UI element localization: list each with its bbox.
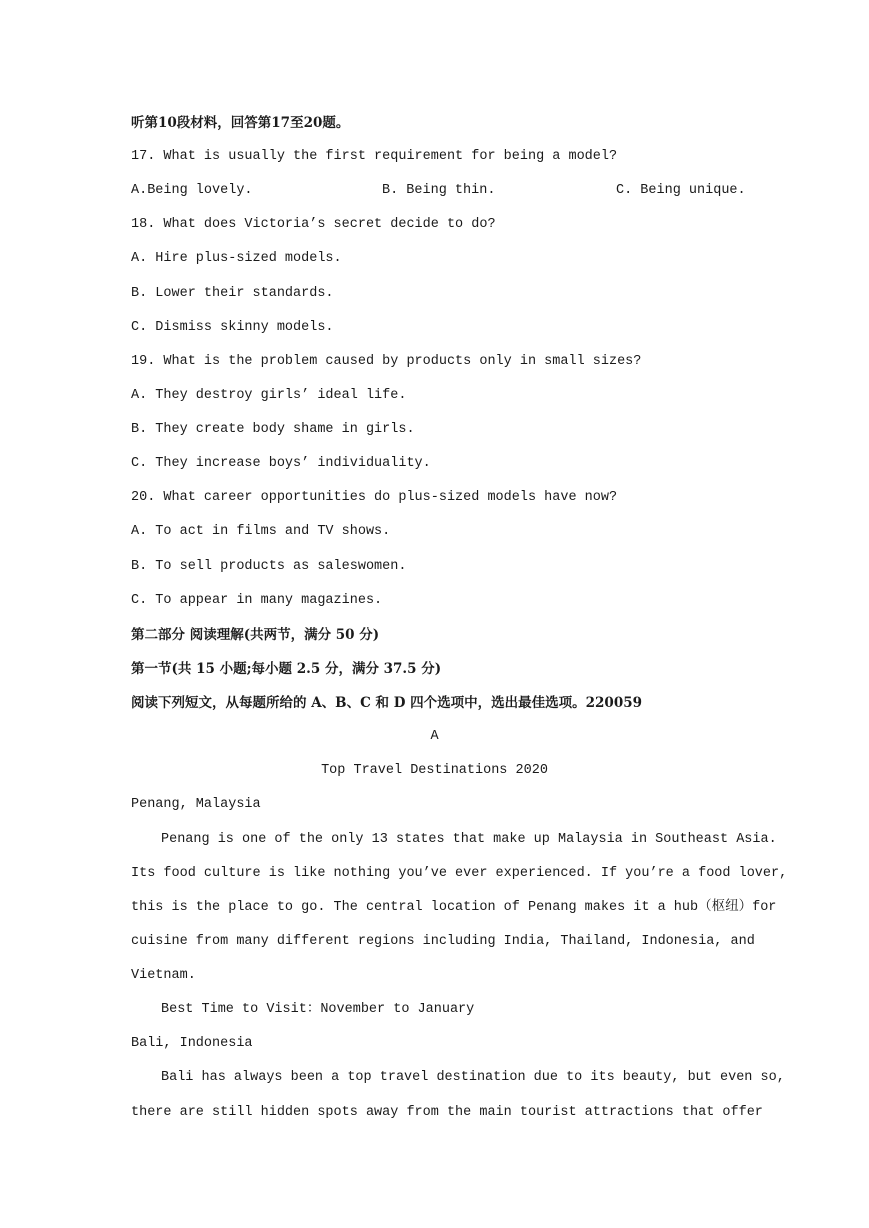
- question-17-option-c: C. Being unique.: [616, 183, 746, 198]
- question-20-option-c: C. To appear in many magazines.: [131, 593, 383, 608]
- question-17-option-a: A.Being lovely.: [131, 183, 253, 198]
- question-18-option-b: B. Lower their standards.: [131, 286, 334, 301]
- part-two-heading: 第二部分 阅读理解(共两节，满分 50 分): [131, 627, 380, 643]
- destination-2-line: there are still hidden spots away from the main tourist attractions that offer: [131, 1105, 763, 1120]
- question-17-stem: 17. What is usually the first requirement for being a model?: [131, 149, 618, 164]
- destination-2-line: Bali has always been a top travel destination due to its beauty, but even so,: [161, 1070, 785, 1085]
- passage-title: Top Travel Destinations 2020: [321, 763, 548, 778]
- question-20-option-a: A. To act in films and TV shows.: [131, 524, 391, 539]
- destination-2-name: Bali, Indonesia: [131, 1036, 253, 1051]
- question-19-stem: 19. What is the problem caused by products only in small sizes?: [131, 354, 642, 369]
- question-19-option-b: B. They create body shame in girls.: [131, 422, 415, 437]
- destination-1-name: Penang, Malaysia: [131, 797, 261, 812]
- destination-1-line: cuisine from many different regions including India, Thailand, Indonesia, and: [131, 934, 755, 949]
- passage-letter: A: [430, 729, 439, 744]
- destination-1-best-time: Best Time to Visit：November to January: [161, 1002, 475, 1017]
- question-18-option-a: A. Hire plus-sized models.: [131, 251, 342, 266]
- question-18-stem: 18. What does Victoria’s secret decide to do?: [131, 217, 496, 232]
- question-20-option-b: B. To sell products as saleswomen.: [131, 559, 407, 574]
- question-19-option-c: C. They increase boys’ individuality.: [131, 456, 431, 471]
- reading-instructions: 阅读下列短文，从每题所给的 A、B、C 和 D 四个选项中，选出最佳选项。220059: [131, 695, 642, 711]
- listening-section-heading: 听第10段材料，回答第17至20题。: [131, 115, 350, 131]
- question-19-option-a: A. They destroy girls’ ideal life.: [131, 388, 407, 403]
- destination-1-line: this is the place to go. The central location of Penang makes it a hub（枢纽）for: [131, 900, 777, 915]
- destination-1-line: Its food culture is like nothing you’ve ever experienced. If you’re a food lover,: [131, 866, 788, 881]
- question-17-option-b: B. Being thin.: [382, 183, 496, 198]
- question-20-stem: 20. What career opportunities do plus-sized models have now?: [131, 490, 618, 505]
- section-one-heading: 第一节(共 15 小题;每小题 2.5 分，满分 37.5 分): [131, 661, 442, 677]
- question-18-option-c: C. Dismiss skinny models.: [131, 320, 334, 335]
- destination-1-line: Vietnam.: [131, 968, 196, 983]
- destination-1-line: Penang is one of the only 13 states that make up Malaysia in Southeast Asia.: [161, 832, 777, 847]
